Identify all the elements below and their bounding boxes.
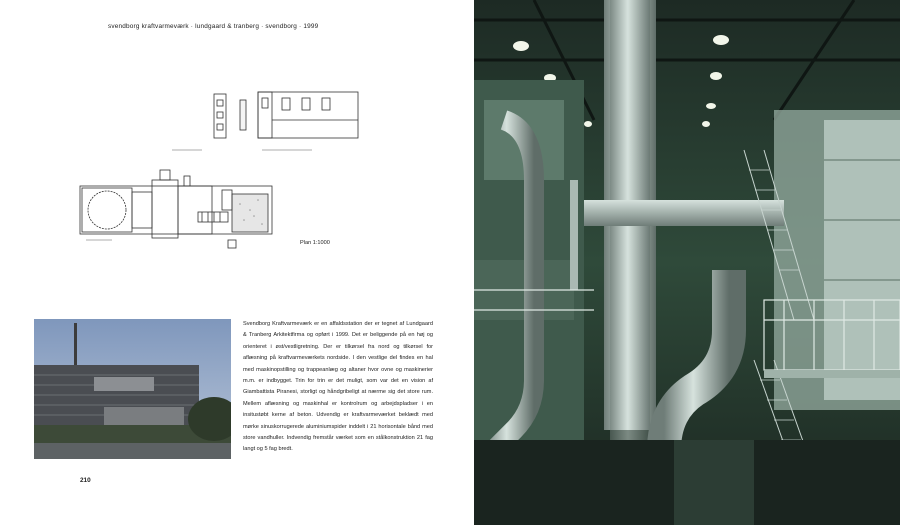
elevation-drawing xyxy=(258,92,358,138)
running-head: svendborg kraftvarmeværk · lundgaard & tranberg · svendborg · 1999 xyxy=(108,23,319,30)
floor-plan-drawing xyxy=(72,80,372,260)
body-paragraph: Svendborg Kraftvarmeværk er en affaldsstation der er tegnet af Lundgaard & Tranberg Arkitektfirma og opført i 1999. Det er beliggende på en høj og orienteret i øst/vestligretning. Der er tilkørsel fra nord og tilkørsel for aflæsning på kraftvarmeværkets nordside. I den vestlige del findes en hal med maskinopstilling og trappeanlæg og altaner hvor ovne og maskinerier m.m. er indbygget. Trin for trin er det muligt, som var det en vision af Giambattista Piranesi, storligt og håndgribeligt at nærme sig det store rum. Mellem aflæsning og maskinhal er kontrolrum og arbejdspladser i en insitustøbt kerne af beton. Udvendig er kraftvarmeværket beklædt med mørke sinuskorrugerede aluminiumspider inddelt i 21 horisontale bånd med store vandhuller. Indvendig fremstår værket som en stålkonstruktion 21 fag langt og 5 fag bredt. xyxy=(243,321,433,453)
exterior-photo xyxy=(34,319,231,459)
interior-photo xyxy=(474,0,900,525)
section-tower xyxy=(214,94,226,138)
page-number: 210 xyxy=(80,477,91,484)
body-text xyxy=(243,319,433,456)
right-page xyxy=(474,0,900,525)
plan-scale-caption: Plan 1:1000 xyxy=(300,240,330,246)
architectural-plans xyxy=(72,80,372,260)
chimney xyxy=(74,323,77,367)
